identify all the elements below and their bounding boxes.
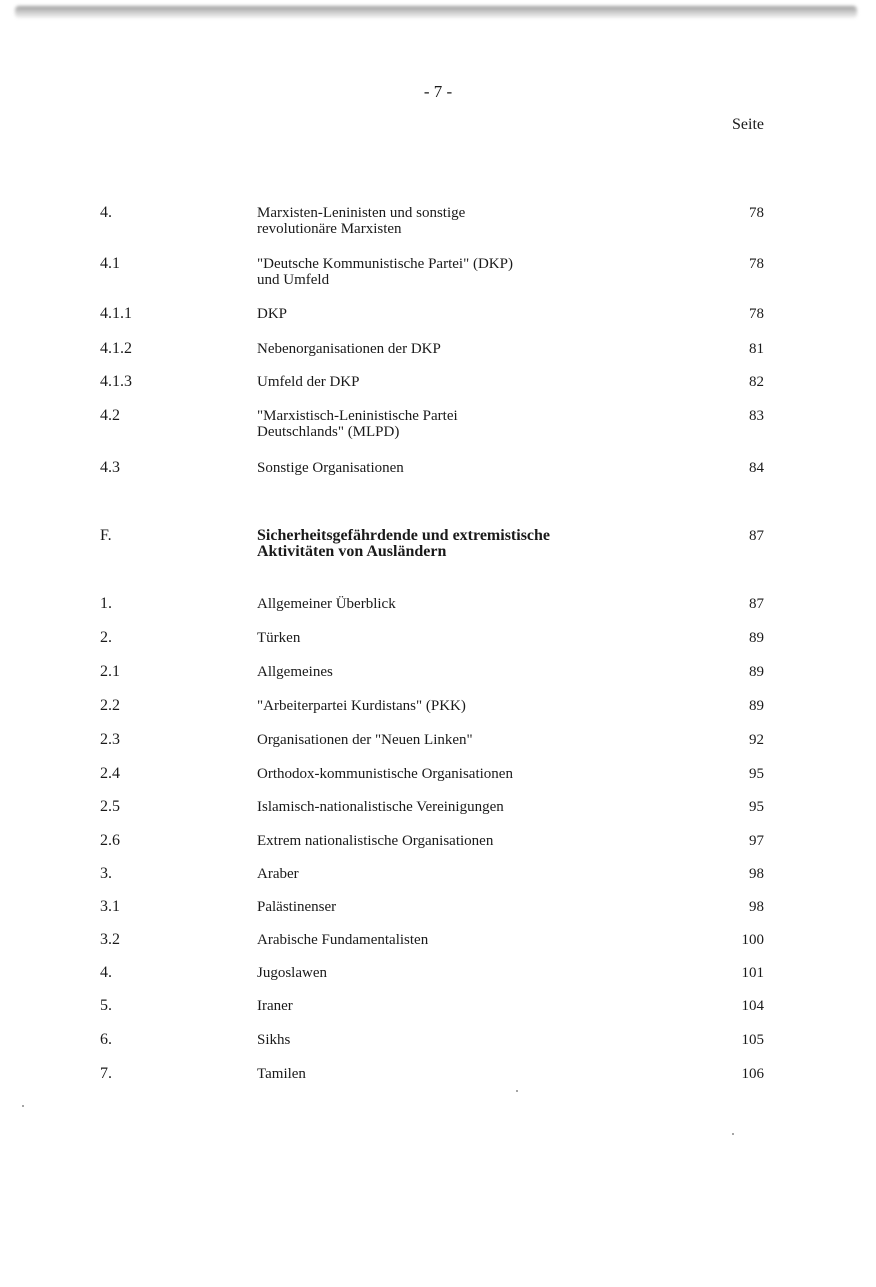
toc-section-number: F. [100, 527, 112, 544]
toc-title-line: revolutionäre Marxisten [257, 221, 402, 237]
toc-title [257, 408, 647, 440]
toc-title [257, 698, 647, 714]
toc-number: 5. [100, 997, 112, 1014]
toc-number: 7. [100, 1065, 112, 1082]
toc-page-number: 89 [749, 698, 764, 714]
toc-page-number: 82 [749, 374, 764, 390]
scan-speck [732, 1133, 734, 1135]
toc-number: 2.4 [100, 765, 120, 782]
toc-page-number: 81 [749, 341, 764, 357]
toc-page-number: 98 [749, 866, 764, 882]
toc-number: 4.1.2 [100, 340, 132, 357]
scan-speck [516, 1090, 518, 1092]
toc-title-line: Palästinenser [257, 899, 337, 915]
toc-number: 4. [100, 204, 112, 221]
toc-title [257, 866, 647, 882]
toc-title-line: Extrem nationalistische Organisationen [257, 833, 494, 849]
toc-title-line: Sicherheitsgefährdende und extremistische [257, 527, 551, 544]
toc-number: 4.1.3 [100, 373, 132, 390]
toc-title-line: Allgemeiner Überblick [257, 596, 396, 612]
toc-title [257, 965, 647, 981]
scan-speck [22, 1105, 24, 1107]
toc-title [257, 596, 647, 612]
toc-title-line: Deutschlands" (MLPD) [257, 424, 400, 440]
toc-number: 2.2 [100, 697, 120, 714]
toc-title [257, 341, 647, 357]
toc-title-line: DKP [257, 306, 288, 322]
toc-title [257, 998, 647, 1014]
toc-title-line: Aktivitäten von Ausländern [257, 543, 447, 560]
toc-number: 6. [100, 1031, 112, 1048]
toc-title [257, 306, 647, 322]
toc-page-number: 95 [749, 766, 764, 782]
toc-title-line: Sonstige Organisationen [257, 460, 404, 476]
toc-title [257, 899, 647, 915]
toc-title-line: "Marxistisch-Leninistische Partei [257, 408, 458, 424]
toc-number: 3.2 [100, 931, 120, 948]
page-number: - 7 - [423, 82, 453, 101]
toc-title-line: Allgemeines [257, 664, 333, 680]
toc-title [257, 799, 647, 815]
toc-page-number: 89 [749, 630, 764, 646]
toc-title-line: Türken [257, 630, 301, 646]
toc-number: 3. [100, 865, 112, 882]
toc-title-line: Arabische Fundamentalisten [257, 932, 429, 948]
toc-title [257, 732, 647, 748]
scan-edge-shadow [15, 6, 857, 18]
toc-page-number: 106 [741, 1066, 764, 1082]
toc-number: 4.3 [100, 459, 120, 476]
toc-page-number: 78 [749, 205, 764, 221]
toc-page-number: 83 [749, 408, 764, 424]
toc-number: 4. [100, 964, 112, 981]
toc-title-line: Umfeld der DKP [257, 374, 360, 390]
toc-page-number: 104 [741, 998, 764, 1014]
toc-number: 1. [100, 595, 112, 612]
toc-title-line: Tamilen [257, 1066, 306, 1082]
toc-title-line: Orthodox-kommunistische Organisationen [257, 766, 513, 782]
toc-section-title [257, 528, 647, 560]
toc-number: 4.2 [100, 407, 120, 424]
toc-page-number: 92 [749, 732, 764, 748]
toc-title [257, 833, 647, 849]
toc-title [257, 932, 647, 948]
toc-number: 4.1 [100, 255, 120, 272]
toc-page-number: 101 [741, 965, 764, 981]
toc-title [257, 460, 647, 476]
toc-page-number: 78 [749, 306, 764, 322]
toc-page-number: 97 [749, 833, 764, 849]
toc-title [257, 205, 647, 237]
toc-page-number: 84 [749, 460, 764, 476]
toc-number: 2.1 [100, 663, 120, 680]
toc-number: 2.5 [100, 798, 120, 815]
toc-title-line: Marxisten-Leninisten und sonstige [257, 205, 466, 221]
toc-number: 3.1 [100, 898, 120, 915]
toc-title-line: Jugoslawen [257, 965, 327, 981]
toc-page-number: 95 [749, 799, 764, 815]
toc-page-number: 87 [749, 528, 764, 544]
page-column-label: Seite [732, 116, 764, 133]
toc-title [257, 256, 647, 288]
toc-title [257, 630, 647, 646]
toc-title [257, 1066, 647, 1082]
toc-page-number: 78 [749, 256, 764, 272]
toc-title-line: Sikhs [257, 1032, 291, 1048]
toc-number: 2.3 [100, 731, 120, 748]
toc-title [257, 766, 647, 782]
toc-title-line: Iraner [257, 998, 293, 1014]
toc-number: 2.6 [100, 832, 120, 849]
toc-title-line: "Arbeiterpartei Kurdistans" (PKK) [257, 698, 466, 714]
toc-page-number: 100 [741, 932, 764, 948]
toc-page-number: 87 [749, 596, 764, 612]
toc-title-line: Islamisch-nationalistische Vereinigungen [257, 799, 504, 815]
toc-title-line: und Umfeld [257, 272, 330, 288]
toc-title-line: "Deutsche Kommunistische Partei" (DKP) [257, 256, 513, 272]
toc-title [257, 374, 647, 390]
toc-title [257, 1032, 647, 1048]
toc-title-line: Nebenorganisationen der DKP [257, 341, 441, 357]
toc-number: 2. [100, 629, 112, 646]
toc-page-number: 98 [749, 899, 764, 915]
toc-title [257, 664, 647, 680]
toc-page-number: 89 [749, 664, 764, 680]
toc-title-line: Organisationen der "Neuen Linken" [257, 732, 473, 748]
toc-number: 4.1.1 [100, 305, 132, 322]
toc-page-number: 105 [741, 1032, 764, 1048]
toc-title-line: Araber [257, 866, 299, 882]
